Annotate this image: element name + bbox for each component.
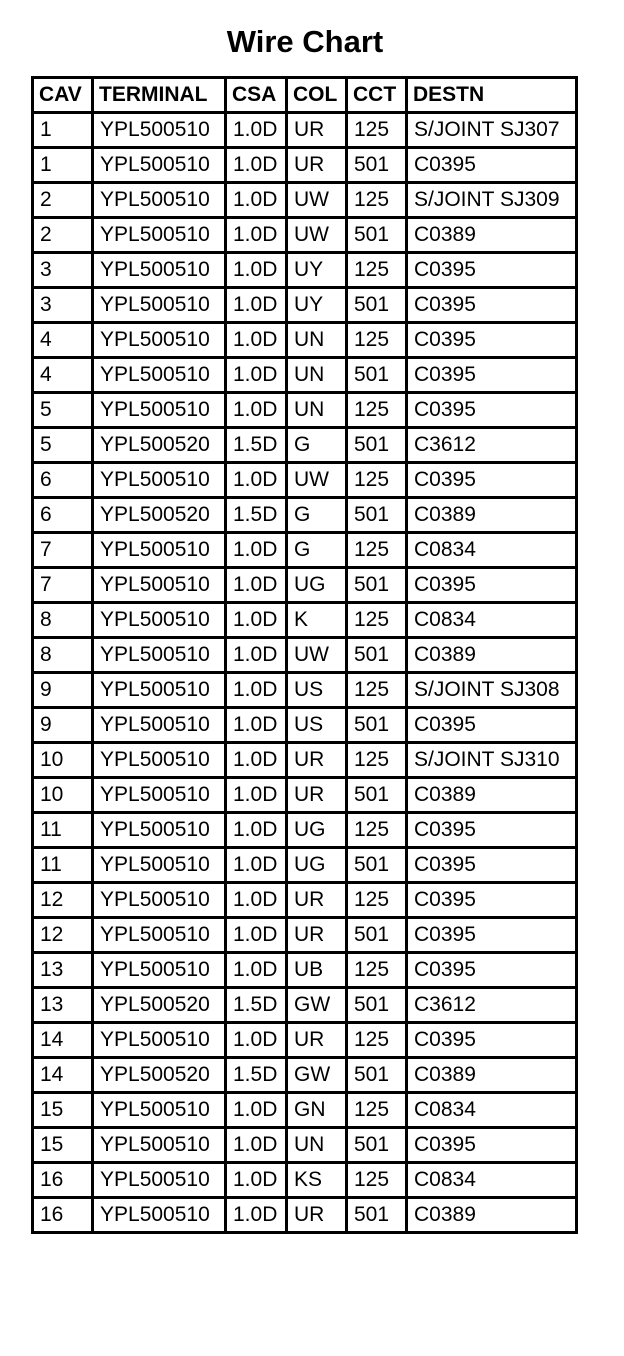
table-row (33, 603, 577, 638)
cav-cell: 9 (33, 708, 93, 743)
cav-cell: 5 (33, 428, 93, 463)
csa-cell: 1.0D (226, 918, 287, 953)
cav-cell: 12 (33, 918, 93, 953)
terminal-cell: YPL500510 (93, 463, 226, 498)
col-cell: UN (287, 358, 347, 393)
cav-cell: 10 (33, 743, 93, 778)
table-row (33, 568, 577, 603)
csa-cell: 1.0D (226, 673, 287, 708)
table-row (33, 533, 577, 568)
cct-cell: 125 (347, 743, 407, 778)
terminal-cell: YPL500520 (93, 498, 226, 533)
cav-cell: 1 (33, 148, 93, 183)
col-cell: K (287, 603, 347, 638)
destn-cell: C3612 (407, 428, 577, 463)
col-cell: UN (287, 1128, 347, 1163)
cct-cell: 501 (347, 358, 407, 393)
table-row (33, 778, 577, 813)
destn-cell: C0395 (407, 708, 577, 743)
destn-cell: C0834 (407, 533, 577, 568)
cct-cell: 125 (347, 1023, 407, 1058)
csa-cell: 1.0D (226, 1128, 287, 1163)
terminal-cell: YPL500510 (93, 218, 226, 253)
cct-cell: 501 (347, 568, 407, 603)
cct-cell: 501 (347, 638, 407, 673)
table-row (33, 253, 577, 288)
cav-cell: 6 (33, 463, 93, 498)
cct-cell: 501 (347, 288, 407, 323)
cav-cell: 7 (33, 533, 93, 568)
csa-cell: 1.0D (226, 883, 287, 918)
table-row (33, 218, 577, 253)
col-cell: G (287, 533, 347, 568)
table-row (33, 288, 577, 323)
col-cell: UW (287, 183, 347, 218)
csa-cell: 1.0D (226, 253, 287, 288)
destn-cell: C0389 (407, 638, 577, 673)
cct-cell: 125 (347, 1093, 407, 1128)
destn-cell: C3612 (407, 988, 577, 1023)
cct-cell: 501 (347, 848, 407, 883)
csa-cell: 1.5D (226, 1058, 287, 1093)
table-row (33, 113, 577, 148)
cav-cell: 3 (33, 288, 93, 323)
col-cell: US (287, 708, 347, 743)
table-row (33, 988, 577, 1023)
destn-cell: C0395 (407, 323, 577, 358)
destn-cell: C0395 (407, 358, 577, 393)
cct-cell: 125 (347, 603, 407, 638)
destn-cell: C0395 (407, 848, 577, 883)
terminal-cell: YPL500510 (93, 1198, 226, 1233)
col-cell: UR (287, 1198, 347, 1233)
col-cell: UR (287, 1023, 347, 1058)
table-body (33, 113, 577, 1233)
csa-cell: 1.0D (226, 183, 287, 218)
csa-cell: 1.0D (226, 358, 287, 393)
cav-cell: 11 (33, 848, 93, 883)
csa-cell: 1.0D (226, 778, 287, 813)
table-row (33, 1163, 577, 1198)
cct-cell: 125 (347, 813, 407, 848)
cct-cell: 501 (347, 778, 407, 813)
cav-cell: 12 (33, 883, 93, 918)
csa-cell: 1.0D (226, 148, 287, 183)
csa-cell: 1.0D (226, 953, 287, 988)
table-row (33, 1093, 577, 1128)
col-cell: UW (287, 463, 347, 498)
terminal-cell: YPL500510 (93, 708, 226, 743)
destn-cell: C0395 (407, 253, 577, 288)
cct-cell: 125 (347, 183, 407, 218)
col-cell: G (287, 498, 347, 533)
terminal-cell: YPL500510 (93, 638, 226, 673)
col-cell: UR (287, 743, 347, 778)
table-row (33, 1023, 577, 1058)
col-cell: KS (287, 1163, 347, 1198)
cct-cell: 501 (347, 498, 407, 533)
cct-cell: 125 (347, 1163, 407, 1198)
destn-cell: C0395 (407, 883, 577, 918)
cct-cell: 501 (347, 1128, 407, 1163)
csa-cell: 1.0D (226, 218, 287, 253)
cav-cell: 8 (33, 638, 93, 673)
terminal-cell: YPL500510 (93, 183, 226, 218)
destn-cell: C0395 (407, 953, 577, 988)
col-cell: UN (287, 393, 347, 428)
table-row (33, 323, 577, 358)
col-cell: UR (287, 883, 347, 918)
destn-cell: C0395 (407, 463, 577, 498)
csa-cell: 1.0D (226, 288, 287, 323)
terminal-cell: YPL500510 (93, 323, 226, 358)
column-header-cav: CAV (33, 78, 93, 113)
cav-cell: 14 (33, 1058, 93, 1093)
terminal-cell: YPL500510 (93, 1093, 226, 1128)
csa-cell: 1.0D (226, 393, 287, 428)
terminal-cell: YPL500510 (93, 253, 226, 288)
table-row (33, 1198, 577, 1233)
cav-cell: 8 (33, 603, 93, 638)
table-row (33, 1128, 577, 1163)
table-row (33, 673, 577, 708)
terminal-cell: YPL500510 (93, 778, 226, 813)
csa-cell: 1.0D (226, 603, 287, 638)
cav-cell: 6 (33, 498, 93, 533)
terminal-cell: YPL500510 (93, 568, 226, 603)
csa-cell: 1.0D (226, 708, 287, 743)
csa-cell: 1.0D (226, 568, 287, 603)
col-cell: UR (287, 148, 347, 183)
destn-cell: C0395 (407, 1023, 577, 1058)
cct-cell: 125 (347, 673, 407, 708)
column-header-cct: CCT (347, 78, 407, 113)
csa-cell: 1.5D (226, 988, 287, 1023)
cct-cell: 501 (347, 918, 407, 953)
table-row (33, 463, 577, 498)
terminal-cell: YPL500510 (93, 918, 226, 953)
cav-cell: 16 (33, 1163, 93, 1198)
column-header-col: COL (287, 78, 347, 113)
csa-cell: 1.0D (226, 1198, 287, 1233)
csa-cell: 1.0D (226, 743, 287, 778)
col-cell: GN (287, 1093, 347, 1128)
cct-cell: 125 (347, 253, 407, 288)
col-cell: UG (287, 848, 347, 883)
col-cell: UR (287, 918, 347, 953)
terminal-cell: YPL500510 (93, 848, 226, 883)
table-row (33, 708, 577, 743)
cav-cell: 3 (33, 253, 93, 288)
terminal-cell: YPL500510 (93, 288, 226, 323)
csa-cell: 1.0D (226, 1093, 287, 1128)
destn-cell: C0834 (407, 603, 577, 638)
csa-cell: 1.5D (226, 428, 287, 463)
terminal-cell: YPL500510 (93, 1023, 226, 1058)
col-cell: UY (287, 288, 347, 323)
terminal-cell: YPL500510 (93, 393, 226, 428)
cct-cell: 501 (347, 148, 407, 183)
column-header-csa: CSA (226, 78, 287, 113)
destn-cell: C0395 (407, 288, 577, 323)
cct-cell: 125 (347, 883, 407, 918)
cct-cell: 501 (347, 1058, 407, 1093)
table-row (33, 638, 577, 673)
cct-cell: 125 (347, 463, 407, 498)
wire-chart-table (31, 76, 578, 1234)
table-row (33, 428, 577, 463)
table-row (33, 918, 577, 953)
cct-cell: 125 (347, 323, 407, 358)
col-cell: GW (287, 988, 347, 1023)
col-cell: UW (287, 638, 347, 673)
cav-cell: 7 (33, 568, 93, 603)
cav-cell: 4 (33, 358, 93, 393)
terminal-cell: YPL500510 (93, 743, 226, 778)
cct-cell: 501 (347, 1198, 407, 1233)
column-header-terminal: TERMINAL (93, 78, 226, 113)
terminal-cell: YPL500510 (93, 533, 226, 568)
col-cell: UG (287, 568, 347, 603)
destn-cell: C0395 (407, 813, 577, 848)
col-cell: G (287, 428, 347, 463)
csa-cell: 1.0D (226, 323, 287, 358)
terminal-cell: YPL500510 (93, 358, 226, 393)
cav-cell: 4 (33, 323, 93, 358)
table-row (33, 883, 577, 918)
csa-cell: 1.0D (226, 813, 287, 848)
col-cell: UG (287, 813, 347, 848)
cav-cell: 1 (33, 113, 93, 148)
terminal-cell: YPL500510 (93, 1163, 226, 1198)
terminal-cell: YPL500510 (93, 953, 226, 988)
column-header-destn: DESTN (407, 78, 577, 113)
table-row (33, 148, 577, 183)
col-cell: GW (287, 1058, 347, 1093)
terminal-cell: YPL500510 (93, 813, 226, 848)
col-cell: UW (287, 218, 347, 253)
col-cell: UB (287, 953, 347, 988)
destn-cell: C0389 (407, 1058, 577, 1093)
csa-cell: 1.0D (226, 638, 287, 673)
cav-cell: 15 (33, 1128, 93, 1163)
destn-cell: C0389 (407, 498, 577, 533)
cct-cell: 501 (347, 708, 407, 743)
table-row (33, 848, 577, 883)
cct-cell: 501 (347, 988, 407, 1023)
cct-cell: 125 (347, 113, 407, 148)
terminal-cell: YPL500510 (93, 1128, 226, 1163)
col-cell: US (287, 673, 347, 708)
destn-cell: S/JOINT SJ308 (407, 673, 577, 708)
terminal-cell: YPL500520 (93, 428, 226, 463)
cav-cell: 2 (33, 183, 93, 218)
col-cell: UY (287, 253, 347, 288)
csa-cell: 1.0D (226, 1163, 287, 1198)
table-row (33, 498, 577, 533)
table-row (33, 743, 577, 778)
destn-cell: C0389 (407, 218, 577, 253)
terminal-cell: YPL500520 (93, 988, 226, 1023)
cct-cell: 501 (347, 218, 407, 253)
cav-cell: 2 (33, 218, 93, 253)
col-cell: UN (287, 323, 347, 358)
terminal-cell: YPL500510 (93, 113, 226, 148)
destn-cell: C0395 (407, 1128, 577, 1163)
terminal-cell: YPL500510 (93, 148, 226, 183)
cav-cell: 10 (33, 778, 93, 813)
destn-cell: C0834 (407, 1163, 577, 1198)
cav-cell: 13 (33, 988, 93, 1023)
table-row (33, 393, 577, 428)
col-cell: UR (287, 778, 347, 813)
destn-cell: S/JOINT SJ307 (407, 113, 577, 148)
destn-cell: S/JOINT SJ309 (407, 183, 577, 218)
page-title: Wire Chart (226, 24, 384, 59)
csa-cell: 1.5D (226, 498, 287, 533)
csa-cell: 1.0D (226, 533, 287, 568)
table-header-row (33, 78, 577, 113)
terminal-cell: YPL500520 (93, 1058, 226, 1093)
cav-cell: 11 (33, 813, 93, 848)
destn-cell: S/JOINT SJ310 (407, 743, 577, 778)
cav-cell: 14 (33, 1023, 93, 1058)
table-row (33, 1058, 577, 1093)
cav-cell: 16 (33, 1198, 93, 1233)
terminal-cell: YPL500510 (93, 883, 226, 918)
destn-cell: C0395 (407, 393, 577, 428)
csa-cell: 1.0D (226, 463, 287, 498)
destn-cell: C0395 (407, 568, 577, 603)
destn-cell: C0395 (407, 918, 577, 953)
cav-cell: 5 (33, 393, 93, 428)
cct-cell: 125 (347, 953, 407, 988)
cav-cell: 13 (33, 953, 93, 988)
terminal-cell: YPL500510 (93, 603, 226, 638)
terminal-cell: YPL500510 (93, 673, 226, 708)
table-row (33, 183, 577, 218)
destn-cell: C0834 (407, 1093, 577, 1128)
table-row (33, 358, 577, 393)
csa-cell: 1.0D (226, 848, 287, 883)
cct-cell: 125 (347, 533, 407, 568)
cav-cell: 9 (33, 673, 93, 708)
col-cell: UR (287, 113, 347, 148)
cct-cell: 501 (347, 428, 407, 463)
csa-cell: 1.0D (226, 1023, 287, 1058)
destn-cell: C0395 (407, 148, 577, 183)
cct-cell: 125 (347, 393, 407, 428)
csa-cell: 1.0D (226, 113, 287, 148)
destn-cell: C0389 (407, 778, 577, 813)
cav-cell: 15 (33, 1093, 93, 1128)
table-row (33, 813, 577, 848)
destn-cell: C0389 (407, 1198, 577, 1233)
table-row (33, 953, 577, 988)
